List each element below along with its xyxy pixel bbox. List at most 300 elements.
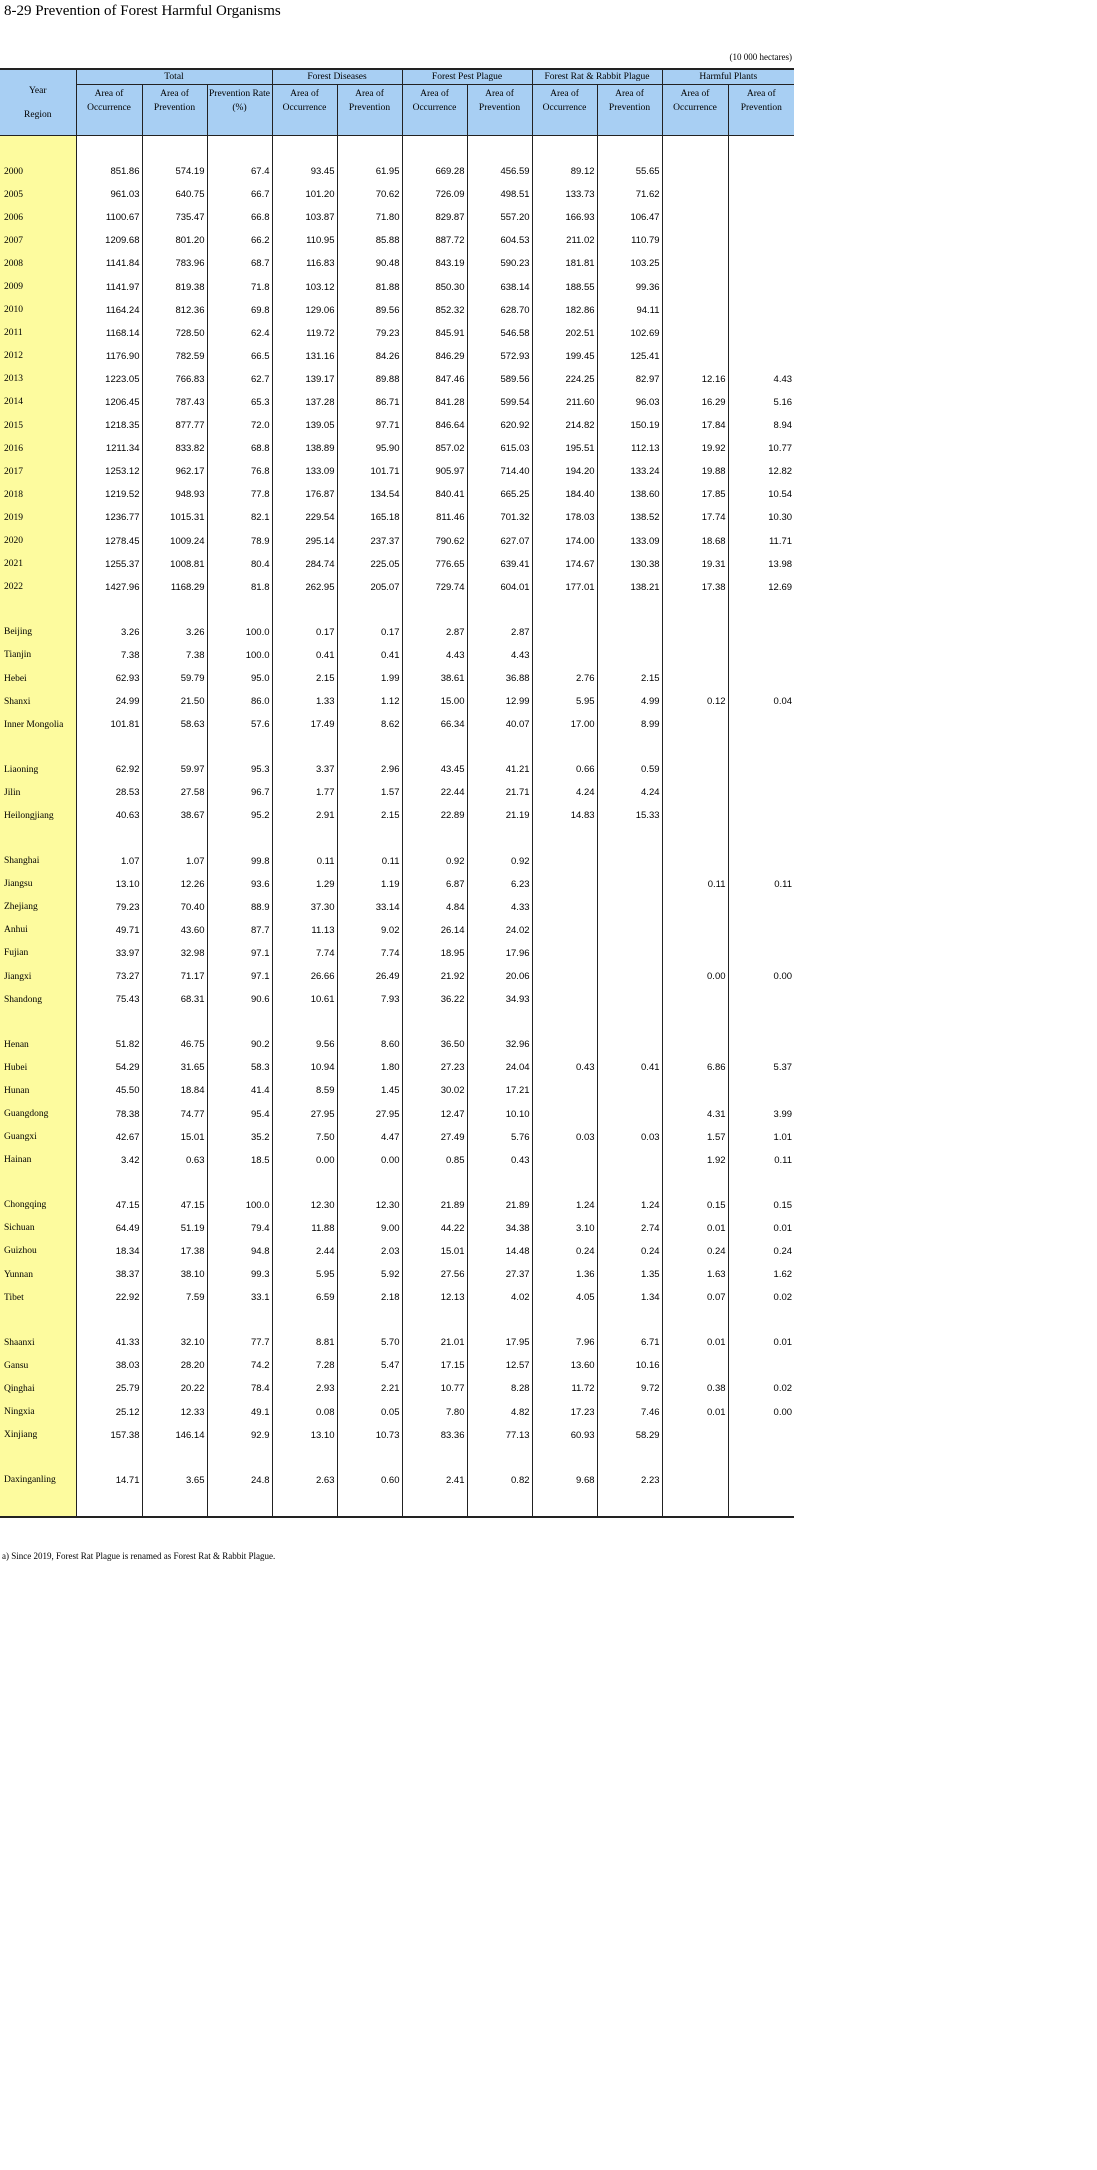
spacer-cell <box>597 1309 662 1331</box>
table-cell <box>597 988 662 1011</box>
spacer-cell <box>532 828 597 850</box>
table-cell: 2.93 <box>272 1377 337 1400</box>
table-cell: 0.07 <box>662 1286 728 1309</box>
table-cell: 67.4 <box>207 160 272 183</box>
table-cell <box>728 713 794 736</box>
spacer-cell <box>337 599 402 621</box>
table-row <box>0 553 794 576</box>
spacer-row <box>0 1309 794 1331</box>
spacer-cell <box>76 1492 142 1517</box>
table-cell: 2.63 <box>272 1469 337 1492</box>
table-row <box>0 713 794 736</box>
table-cell: 0.15 <box>662 1194 728 1217</box>
row-label: Chongqing <box>0 1194 76 1217</box>
table-cell: 17.23 <box>532 1401 597 1424</box>
table-cell: 833.82 <box>142 437 207 460</box>
table-cell: 69.8 <box>207 299 272 322</box>
table-cell: 0.11 <box>662 873 728 896</box>
table-cell <box>662 252 728 275</box>
table-cell <box>662 850 728 873</box>
table-cell: 81.88 <box>337 275 402 298</box>
table-cell <box>532 850 597 873</box>
table-cell: 8.60 <box>337 1033 402 1056</box>
table-cell: 78.9 <box>207 530 272 553</box>
table-cell: 10.54 <box>728 483 794 506</box>
table-cell: 174.00 <box>532 530 597 553</box>
table-cell: 701.32 <box>467 506 532 529</box>
table-cell: 95.4 <box>207 1102 272 1125</box>
table-header <box>0 69 794 136</box>
table-row <box>0 299 794 322</box>
table-cell: 2.15 <box>337 804 402 827</box>
table-cell: 1.45 <box>337 1079 402 1102</box>
table-cell: 3.37 <box>272 758 337 781</box>
table-cell: 133.24 <box>597 460 662 483</box>
table-cell: 4.24 <box>532 781 597 804</box>
spacer-cell <box>532 736 597 758</box>
table-cell: 10.30 <box>728 506 794 529</box>
table-cell: 0.24 <box>597 1240 662 1263</box>
table-cell: 68.31 <box>142 988 207 1011</box>
table-cell: 0.24 <box>662 1240 728 1263</box>
row-label: Inner Mongolia <box>0 713 76 736</box>
table-cell: 1141.84 <box>76 252 142 275</box>
table-cell: 27.95 <box>337 1102 402 1125</box>
table-cell: 11.71 <box>728 530 794 553</box>
table-cell <box>662 919 728 942</box>
table-cell: 4.47 <box>337 1126 402 1149</box>
table-cell: 103.12 <box>272 275 337 298</box>
table-cell: 41.21 <box>467 758 532 781</box>
table-cell: 5.16 <box>728 391 794 414</box>
table-cell <box>662 345 728 368</box>
table-cell: 17.49 <box>272 713 337 736</box>
group-header-rat-rabbit-plague: Forest Rat & Rabbit Plague <box>532 69 662 85</box>
table-cell: 138.52 <box>597 506 662 529</box>
table-cell: 55.65 <box>597 160 662 183</box>
table-cell: 7.96 <box>532 1331 597 1354</box>
row-label: Yunnan <box>0 1263 76 1286</box>
table-cell: 95.0 <box>207 667 272 690</box>
table-cell: 7.38 <box>142 644 207 667</box>
table-cell: 0.66 <box>532 758 597 781</box>
table-cell: 9.00 <box>337 1217 402 1240</box>
table-cell: 3.26 <box>76 621 142 644</box>
table-cell: 211.02 <box>532 229 597 252</box>
spacer-cell <box>728 1447 794 1469</box>
table-cell: 0.24 <box>728 1240 794 1263</box>
table-cell: 21.50 <box>142 690 207 713</box>
table-cell <box>728 1424 794 1447</box>
table-cell: 199.45 <box>532 345 597 368</box>
table-cell: 21.19 <box>467 804 532 827</box>
table-cell: 0.01 <box>662 1401 728 1424</box>
table-cell: 2.18 <box>337 1286 402 1309</box>
table-cell: 639.41 <box>467 553 532 576</box>
table-cell: 2.87 <box>402 621 467 644</box>
table-cell: 101.20 <box>272 183 337 206</box>
table-cell: 628.70 <box>467 299 532 322</box>
table-cell: 65.3 <box>207 391 272 414</box>
table-cell: 16.29 <box>662 391 728 414</box>
table-cell: 26.66 <box>272 965 337 988</box>
table-row <box>0 506 794 529</box>
spacer-cell <box>597 599 662 621</box>
table-cell: 0.00 <box>662 965 728 988</box>
spacer-row <box>0 1492 794 1517</box>
table-cell: 4.24 <box>597 781 662 804</box>
table-cell: 43.60 <box>142 919 207 942</box>
table-cell: 21.71 <box>467 781 532 804</box>
table-cell: 857.02 <box>402 437 467 460</box>
table-cell <box>597 873 662 896</box>
table-cell: 41.33 <box>76 1331 142 1354</box>
row-label: 2006 <box>0 206 76 229</box>
table-cell: 51.82 <box>76 1033 142 1056</box>
spacer-cell <box>402 599 467 621</box>
table-cell <box>662 644 728 667</box>
table-row <box>0 758 794 781</box>
table-cell: 40.63 <box>76 804 142 827</box>
table-cell <box>728 1033 794 1056</box>
table-cell: 4.02 <box>467 1286 532 1309</box>
table-cell: 0.43 <box>532 1056 597 1079</box>
table-cell: 101.71 <box>337 460 402 483</box>
spacer-cell <box>662 1011 728 1033</box>
table-body <box>0 136 794 1517</box>
table-row <box>0 252 794 275</box>
table-cell <box>662 183 728 206</box>
table-cell <box>532 1079 597 1102</box>
row-label: Shanghai <box>0 850 76 873</box>
spacer-row <box>0 1011 794 1033</box>
spacer-cell <box>207 1172 272 1194</box>
table-cell: 2.76 <box>532 667 597 690</box>
table-cell: 71.17 <box>142 965 207 988</box>
table-cell: 70.40 <box>142 896 207 919</box>
table-cell: 627.07 <box>467 530 532 553</box>
table-cell: 34.38 <box>467 1217 532 1240</box>
table-cell: 72.0 <box>207 414 272 437</box>
spacer-cell <box>402 1309 467 1331</box>
group-header-forest-diseases: Forest Diseases <box>272 69 402 85</box>
table-cell: 139.17 <box>272 368 337 391</box>
table-cell: 12.26 <box>142 873 207 896</box>
table-cell: 21.89 <box>402 1194 467 1217</box>
table-row <box>0 1056 794 1079</box>
table-cell: 188.55 <box>532 275 597 298</box>
spacer-cell <box>402 1011 467 1033</box>
table-cell: 19.92 <box>662 437 728 460</box>
table-cell: 17.38 <box>142 1240 207 1263</box>
table-cell: 0.43 <box>467 1149 532 1172</box>
table-cell: 620.92 <box>467 414 532 437</box>
spacer-cell <box>142 599 207 621</box>
table-cell: 17.00 <box>532 713 597 736</box>
table-cell: 0.11 <box>728 1149 794 1172</box>
table-cell: 18.5 <box>207 1149 272 1172</box>
table-row <box>0 1033 794 1056</box>
table-cell: 133.09 <box>272 460 337 483</box>
table-cell: 93.6 <box>207 873 272 896</box>
table-cell: 110.95 <box>272 229 337 252</box>
table-cell <box>662 1079 728 1102</box>
spacer-cell <box>337 136 402 161</box>
table-cell: 5.37 <box>728 1056 794 1079</box>
table-cell: 49.71 <box>76 919 142 942</box>
table-cell: 74.2 <box>207 1354 272 1377</box>
row-label: Guangdong <box>0 1102 76 1125</box>
table-cell: 5.95 <box>272 1263 337 1286</box>
col-header: Area of Occurrence <box>76 85 142 136</box>
table-cell: 590.23 <box>467 252 532 275</box>
spacer-cell <box>142 828 207 850</box>
table-cell: 202.51 <box>532 322 597 345</box>
table-cell: 1253.12 <box>76 460 142 483</box>
table-cell <box>662 667 728 690</box>
table-cell: 110.79 <box>597 229 662 252</box>
table-cell: 9.72 <box>597 1377 662 1400</box>
table-cell: 17.21 <box>467 1079 532 1102</box>
table-cell: 79.23 <box>76 896 142 919</box>
table-cell: 82.1 <box>207 506 272 529</box>
table-cell <box>597 644 662 667</box>
table-row <box>0 781 794 804</box>
row-label: Fujian <box>0 942 76 965</box>
table-cell: 10.61 <box>272 988 337 1011</box>
table-cell: 59.79 <box>142 667 207 690</box>
spacer-cell <box>597 136 662 161</box>
table-cell: 18.95 <box>402 942 467 965</box>
table-cell: 3.10 <box>532 1217 597 1240</box>
spacer-row <box>0 136 794 161</box>
table-cell: 783.96 <box>142 252 207 275</box>
spacer-cell <box>207 1492 272 1517</box>
table-cell: 12.16 <box>662 368 728 391</box>
table-cell: 102.69 <box>597 322 662 345</box>
spacer-cell <box>728 828 794 850</box>
table-cell: 12.69 <box>728 576 794 599</box>
table-cell: 776.65 <box>402 553 467 576</box>
table-cell <box>728 919 794 942</box>
table-cell: 139.05 <box>272 414 337 437</box>
table-cell: 669.28 <box>402 160 467 183</box>
table-cell: 546.58 <box>467 322 532 345</box>
spacer-row <box>0 1447 794 1469</box>
table-cell: 26.14 <box>402 919 467 942</box>
table-cell: 32.10 <box>142 1331 207 1354</box>
spacer-cell <box>467 1309 532 1331</box>
table-cell: 100.0 <box>207 1194 272 1217</box>
table-cell: 43.45 <box>402 758 467 781</box>
table-cell: 0.59 <box>597 758 662 781</box>
table-cell: 42.67 <box>76 1126 142 1149</box>
table-cell: 1.01 <box>728 1126 794 1149</box>
table-cell: 95.90 <box>337 437 402 460</box>
table-cell <box>662 713 728 736</box>
table-cell: 24.99 <box>76 690 142 713</box>
table-row <box>0 988 794 1011</box>
table-cell <box>597 896 662 919</box>
table-row <box>0 206 794 229</box>
table-row <box>0 530 794 553</box>
table-cell: 4.43 <box>467 644 532 667</box>
table-cell: 812.36 <box>142 299 207 322</box>
table-cell: 2.74 <box>597 1217 662 1240</box>
table-cell: 12.82 <box>728 460 794 483</box>
row-label: Shandong <box>0 988 76 1011</box>
table-cell <box>728 206 794 229</box>
table-cell: 0.24 <box>532 1240 597 1263</box>
table-cell: 12.13 <box>402 1286 467 1309</box>
table-row <box>0 621 794 644</box>
spacer-row <box>0 736 794 758</box>
table-cell: 6.71 <box>597 1331 662 1354</box>
table-cell <box>597 942 662 965</box>
spacer-cell <box>662 599 728 621</box>
table-cell: 87.7 <box>207 919 272 942</box>
table-cell: 7.50 <box>272 1126 337 1149</box>
spacer-cell <box>467 1172 532 1194</box>
table-cell: 735.47 <box>142 206 207 229</box>
row-label: 2015 <box>0 414 76 437</box>
table-row <box>0 345 794 368</box>
table-cell <box>662 275 728 298</box>
table-cell: 38.37 <box>76 1263 142 1286</box>
table-cell: 8.62 <box>337 713 402 736</box>
spacer-cell <box>76 828 142 850</box>
table-cell: 887.72 <box>402 229 467 252</box>
table-cell <box>728 758 794 781</box>
table-cell: 46.75 <box>142 1033 207 1056</box>
table-cell <box>532 1102 597 1125</box>
table-cell: 1219.52 <box>76 483 142 506</box>
table-cell: 10.77 <box>728 437 794 460</box>
table-cell <box>597 1079 662 1102</box>
table-cell: 92.9 <box>207 1424 272 1447</box>
table-cell: 88.9 <box>207 896 272 919</box>
table-cell: 21.89 <box>467 1194 532 1217</box>
table-cell: 10.10 <box>467 1102 532 1125</box>
table-cell: 4.43 <box>728 368 794 391</box>
table-cell: 1009.24 <box>142 530 207 553</box>
table-row <box>0 1263 794 1286</box>
table-cell <box>728 322 794 345</box>
table-cell: 131.16 <box>272 345 337 368</box>
col-header: Prevention Rate (%) <box>207 85 272 136</box>
data-table <box>0 68 794 1518</box>
row-label: Xinjiang <box>0 1424 76 1447</box>
table-cell: 851.86 <box>76 160 142 183</box>
table-cell: 97.1 <box>207 965 272 988</box>
spacer-cell <box>728 599 794 621</box>
table-cell: 0.01 <box>728 1217 794 1240</box>
table-cell <box>532 919 597 942</box>
table-cell: 787.43 <box>142 391 207 414</box>
table-row <box>0 1331 794 1354</box>
table-cell: 0.41 <box>337 644 402 667</box>
col-header: Area of Occurrence <box>662 85 728 136</box>
table-cell: 1218.35 <box>76 414 142 437</box>
table-cell: 11.13 <box>272 919 337 942</box>
table-row <box>0 576 794 599</box>
table-cell: 70.62 <box>337 183 402 206</box>
row-label: 2007 <box>0 229 76 252</box>
table-cell: 819.38 <box>142 275 207 298</box>
row-label: Hubei <box>0 1056 76 1079</box>
spacer-cell <box>207 599 272 621</box>
table-cell: 174.67 <box>532 553 597 576</box>
table-cell: 6.23 <box>467 873 532 896</box>
table-cell: 1.92 <box>662 1149 728 1172</box>
spacer-cell <box>597 1492 662 1517</box>
table-cell: 714.40 <box>467 460 532 483</box>
table-cell <box>662 621 728 644</box>
table-cell: 38.03 <box>76 1354 142 1377</box>
group-header-total: Total <box>76 69 272 85</box>
table-row <box>0 850 794 873</box>
spacer-cell <box>402 828 467 850</box>
table-cell: 0.82 <box>467 1469 532 1492</box>
spacer-cell <box>337 1172 402 1194</box>
table-cell: 33.14 <box>337 896 402 919</box>
table-cell: 45.50 <box>76 1079 142 1102</box>
table-cell: 95.2 <box>207 804 272 827</box>
table-cell: 0.00 <box>337 1149 402 1172</box>
spacer-cell <box>532 1447 597 1469</box>
table-cell: 557.20 <box>467 206 532 229</box>
table-cell: 134.54 <box>337 483 402 506</box>
table-cell: 86.71 <box>337 391 402 414</box>
table-cell: 81.8 <box>207 576 272 599</box>
table-cell: 182.86 <box>532 299 597 322</box>
spacer-cell <box>76 1011 142 1033</box>
table-cell: 9.02 <box>337 919 402 942</box>
table-cell: 0.02 <box>728 1286 794 1309</box>
spacer-cell <box>272 599 337 621</box>
table-cell: 5.47 <box>337 1354 402 1377</box>
table-cell: 66.5 <box>207 345 272 368</box>
table-cell: 89.56 <box>337 299 402 322</box>
table-row <box>0 804 794 827</box>
table-cell: 17.15 <box>402 1354 467 1377</box>
row-label: Jiangsu <box>0 873 76 896</box>
spacer-cell <box>207 1309 272 1331</box>
row-label: 2014 <box>0 391 76 414</box>
row-label: Zhejiang <box>0 896 76 919</box>
table-cell: 61.95 <box>337 160 402 183</box>
table-cell: 10.73 <box>337 1424 402 1447</box>
row-label: 2013 <box>0 368 76 391</box>
table-cell: 12.30 <box>337 1194 402 1217</box>
table-cell: 129.06 <box>272 299 337 322</box>
spacer-cell <box>402 1172 467 1194</box>
table-cell: 77.13 <box>467 1424 532 1447</box>
row-label: 2019 <box>0 506 76 529</box>
row-label: 2008 <box>0 252 76 275</box>
table-cell: 8.28 <box>467 1377 532 1400</box>
table-cell: 86.0 <box>207 690 272 713</box>
table-cell: 68.8 <box>207 437 272 460</box>
table-cell <box>728 345 794 368</box>
table-cell: 0.92 <box>467 850 532 873</box>
spacer-cell <box>76 1309 142 1331</box>
spacer-cell <box>0 1011 76 1033</box>
table-cell: 10.77 <box>402 1377 467 1400</box>
table-cell: 22.92 <box>76 1286 142 1309</box>
table-cell <box>728 850 794 873</box>
spacer-row <box>0 828 794 850</box>
